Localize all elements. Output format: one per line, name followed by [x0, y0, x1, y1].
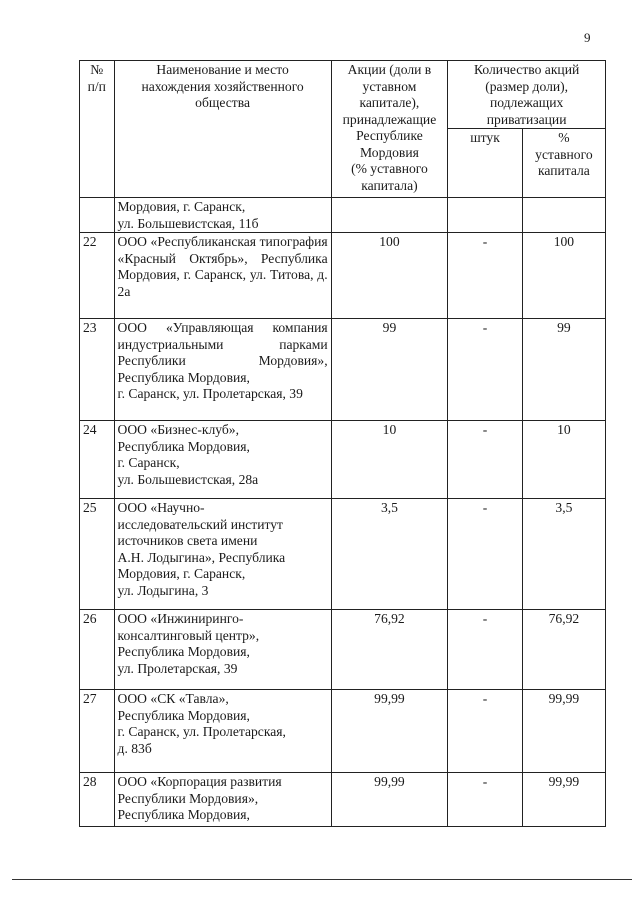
- row-company: ООО «Республиканская типография «Красный Октябрь», Республика Мордовия, г. Саранск, ул. Титова, д. 2а: [114, 233, 331, 319]
- header-percent-capital: % уставного капитала: [522, 129, 605, 198]
- row-percent: 99,99: [522, 690, 605, 773]
- page-bottom-rule: [12, 879, 632, 880]
- row-percent: 99: [522, 319, 605, 421]
- header-pieces: штук: [448, 129, 523, 198]
- row-percent: 10: [522, 421, 605, 499]
- header-privatization-quantity: Количество акций (размер доли), подлежащих приватизации: [448, 61, 606, 129]
- header-number: № п/п: [80, 61, 115, 198]
- row-shares: 99,99: [331, 690, 448, 773]
- table-row: [80, 421, 606, 499]
- row-shares: 99: [331, 319, 448, 421]
- row-number: 27: [80, 690, 115, 773]
- row-pieces: -: [448, 773, 523, 827]
- page-number: 9: [584, 30, 591, 45]
- table-row: [80, 198, 606, 233]
- table-row: [80, 319, 606, 421]
- row-number: [80, 198, 115, 233]
- row-pieces: -: [448, 690, 523, 773]
- row-pieces: -: [448, 421, 523, 499]
- row-pieces: [448, 198, 523, 233]
- row-pieces: -: [448, 499, 523, 610]
- row-company: ООО «Корпорация развития Республики Мордовия», Республика Мордовия,: [114, 773, 331, 827]
- row-number: 28: [80, 773, 115, 827]
- row-number: 26: [80, 610, 115, 690]
- row-company: ООО «Бизнес-клуб», Республика Мордовия, г. Саранск, ул. Большевистская, 28а: [114, 421, 331, 499]
- row-number: 23: [80, 319, 115, 421]
- row-percent: 76,92: [522, 610, 605, 690]
- row-percent: 100: [522, 233, 605, 319]
- row-company: ООО «СК «Тавла», Республика Мордовия, г. Саранск, ул. Пролетарская, д. 83б: [114, 690, 331, 773]
- row-pieces: -: [448, 319, 523, 421]
- row-shares: 76,92: [331, 610, 448, 690]
- row-shares: 3,5: [331, 499, 448, 610]
- row-shares: [331, 198, 448, 233]
- row-company: ООО «Инжиниринго- консалтинговый центр», Республика Мордовия, ул. Пролетарская, 39: [114, 610, 331, 690]
- header-shares-owned: Акции (доли в уставном капитале), принадлежащие Республике Мордовия (% уставного капитала): [331, 61, 448, 198]
- row-percent: 3,5: [522, 499, 605, 610]
- row-company: Мордовия, г. Саранск, ул. Большевистская, 11б: [114, 198, 331, 233]
- header-name-location: Наименование и место нахождения хозяйственного общества: [114, 61, 331, 198]
- privatization-table: [79, 60, 606, 827]
- table-row: [80, 773, 606, 827]
- row-shares: 100: [331, 233, 448, 319]
- row-pieces: -: [448, 233, 523, 319]
- table-row: [80, 233, 606, 319]
- row-number: 25: [80, 499, 115, 610]
- row-pieces: -: [448, 610, 523, 690]
- row-number: 24: [80, 421, 115, 499]
- row-percent: [522, 198, 605, 233]
- table-row: [80, 690, 606, 773]
- row-shares: 99,99: [331, 773, 448, 827]
- row-percent: 99,99: [522, 773, 605, 827]
- row-shares: 10: [331, 421, 448, 499]
- row-company: ООО «Управляющая компания индустриальными парками Республики Мордовия», Республика Мордовия, г. Саранск, ул. Пролетарская, 39: [114, 319, 331, 421]
- table-row: [80, 499, 606, 610]
- row-company: ООО «Научно- исследовательский институт источников света имени А.Н. Лодыгина», Республика Мордовия, г. Саранск, ул. Лодыгина, 3: [114, 499, 331, 610]
- row-number: 22: [80, 233, 115, 319]
- table-row: [80, 610, 606, 690]
